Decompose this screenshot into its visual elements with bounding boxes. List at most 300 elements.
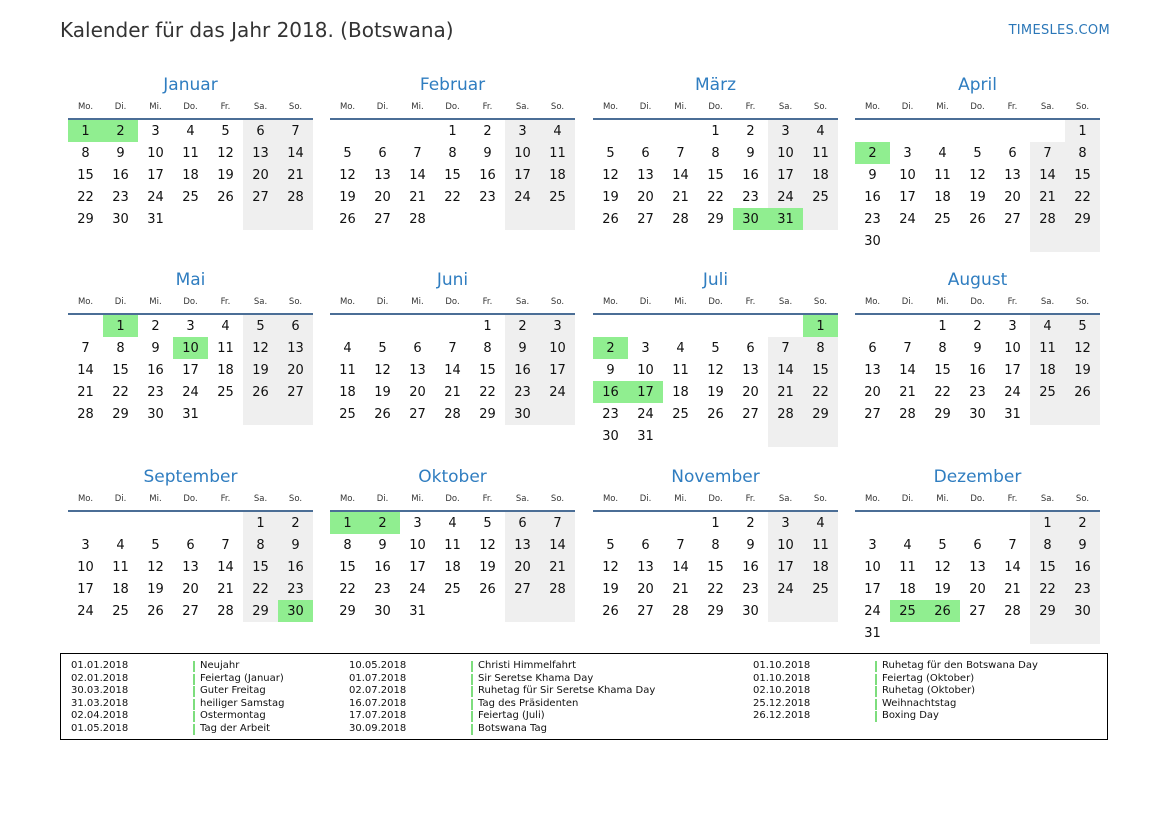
day-cell: 7 — [676, 537, 685, 553]
weekday-header — [593, 291, 838, 315]
holiday-date: 01.05.2018 — [71, 722, 129, 734]
holiday-name: Feiertag (Januar) — [200, 672, 284, 684]
weekday-label: Mi. — [936, 494, 949, 504]
day-cell: 26 — [925, 600, 960, 622]
day-cell: 25 — [934, 211, 951, 227]
day-cell: 15 — [707, 167, 724, 183]
day-cell: 20 — [182, 581, 199, 597]
day-cell: 17 — [899, 189, 916, 205]
weekday-label: Do. — [970, 297, 985, 307]
holiday-item — [71, 673, 284, 686]
day-cell: 21 — [672, 581, 689, 597]
weekday-label: Mi. — [936, 297, 949, 307]
weekday-label: Sa. — [1040, 102, 1055, 112]
day-cell: 21 — [1030, 186, 1065, 208]
day-cell: 22 — [444, 189, 461, 205]
day-cell: 8 — [116, 340, 125, 356]
day-cell: 16 — [742, 167, 759, 183]
day-cell: 27 — [1004, 211, 1021, 227]
day-cell: 29 — [707, 211, 724, 227]
weekday-label: So. — [1075, 494, 1090, 504]
weekday-label: Di. — [376, 297, 389, 307]
day-cell: 1 — [243, 512, 278, 534]
weekday-label: Fr. — [482, 297, 493, 307]
month-name: Juni — [436, 270, 469, 290]
day-cell: 29 — [803, 403, 838, 425]
day-cell: 13 — [505, 534, 540, 556]
day-cell: 23 — [112, 189, 129, 205]
empty-cell — [960, 512, 995, 534]
day-cell: 6 — [746, 340, 755, 356]
weekday-label: Mi. — [149, 102, 162, 112]
day-cell: 12 — [374, 362, 391, 378]
weekday-label: Mo. — [339, 297, 356, 307]
weekday-label: Mi. — [674, 297, 687, 307]
holiday-marker — [193, 724, 195, 735]
day-cell: 20 — [278, 359, 313, 381]
day-cell: 13 — [742, 362, 759, 378]
empty-cell — [628, 512, 663, 534]
day-cell: 10 — [77, 559, 94, 575]
day-cell: 12 — [602, 167, 619, 183]
day-grid — [855, 120, 1100, 252]
day-cell: 18 — [1030, 359, 1065, 381]
holiday-date: 01.07.2018 — [349, 672, 407, 684]
holiday-name: Weihnachtstag — [882, 697, 957, 709]
holiday-item — [349, 723, 655, 736]
holiday-item — [753, 673, 1038, 686]
weekday-header — [68, 291, 313, 315]
day-cell: 6 — [186, 537, 195, 553]
day-cell: 15 — [1030, 556, 1065, 578]
holiday-marker — [471, 661, 473, 672]
holiday-date: 01.10.2018 — [753, 660, 811, 671]
holiday-marker — [471, 699, 473, 710]
month-name: Mai — [175, 270, 206, 290]
day-cell: 24 — [540, 381, 575, 403]
day-cell: 13 — [1004, 167, 1021, 183]
empty-cell — [365, 120, 400, 142]
day-cell: 31 — [768, 208, 803, 230]
day-cell: 10 — [505, 142, 540, 164]
weekday-label: Mo. — [864, 297, 881, 307]
day-cell: 16 — [112, 167, 129, 183]
day-cell: 14 — [1030, 164, 1065, 186]
day-cell: 20 — [1004, 189, 1021, 205]
day-cell: 24 — [505, 186, 540, 208]
day-grid — [68, 315, 313, 425]
day-cell: 23 — [1065, 578, 1100, 600]
weekday-label: Mi. — [149, 297, 162, 307]
holiday-date: 02.04.2018 — [71, 710, 129, 722]
day-cell: 19 — [217, 167, 234, 183]
holiday-marker — [471, 674, 473, 685]
day-cell: 2 — [746, 123, 755, 139]
day-cell: 30 — [733, 208, 768, 230]
holiday-name: Guter Freitag — [200, 685, 266, 697]
empty-cell — [698, 425, 733, 447]
day-cell: 24 — [409, 581, 426, 597]
day-cell: 30 — [742, 603, 759, 619]
day-cell: 24 — [77, 603, 94, 619]
empty-cell — [855, 120, 890, 142]
day-cell: 12 — [479, 537, 496, 553]
holiday-item — [71, 698, 284, 711]
month-name: November — [671, 467, 760, 487]
month-name: Oktober — [418, 467, 487, 487]
weekday-label: So. — [813, 297, 828, 307]
weekday-label: Sa. — [1040, 297, 1055, 307]
empty-cell — [435, 315, 470, 337]
empty-cell — [628, 120, 663, 142]
empty-cell — [1030, 230, 1065, 252]
holiday-marker — [193, 674, 195, 685]
day-cell: 7 — [768, 337, 803, 359]
day-cell: 31 — [182, 406, 199, 422]
day-cell: 21 — [672, 189, 689, 205]
day-cell: 21 — [217, 581, 234, 597]
day-cell: 5 — [343, 145, 352, 161]
weekday-label: Sa. — [1040, 494, 1055, 504]
day-cell: 22 — [1065, 186, 1100, 208]
weekday-label: Di. — [639, 494, 652, 504]
month-juni — [330, 269, 575, 425]
day-cell: 21 — [444, 384, 461, 400]
day-cell: 23 — [505, 381, 540, 403]
day-cell: 29 — [339, 603, 356, 619]
day-cell: 29 — [479, 406, 496, 422]
weekday-header — [593, 96, 838, 120]
weekday-label: Di. — [376, 494, 389, 504]
day-grid — [855, 315, 1100, 425]
day-cell: 30 — [969, 406, 986, 422]
day-cell: 3 — [81, 537, 90, 553]
day-grid — [593, 512, 838, 622]
day-cell: 4 — [448, 515, 457, 531]
day-cell: 19 — [969, 189, 986, 205]
day-cell: 15 — [77, 167, 94, 183]
day-cell: 28 — [77, 406, 94, 422]
holiday-name: heiliger Samstag — [200, 697, 285, 709]
weekday-label: Mo. — [864, 102, 881, 112]
day-cell: 21 — [77, 384, 94, 400]
weekday-label: Mo. — [864, 494, 881, 504]
day-cell: 28 — [1030, 208, 1065, 230]
weekday-label: So. — [288, 297, 303, 307]
holiday-date: 30.03.2018 — [71, 685, 129, 697]
day-cell: 19 — [147, 581, 164, 597]
holiday-name: Ostermontag — [200, 710, 266, 722]
day-grid — [330, 120, 575, 230]
brand-link[interactable]: TIMESLES.COM — [1008, 23, 1110, 38]
day-cell: 30 — [602, 428, 619, 444]
day-cell: 25 — [803, 578, 838, 600]
weekday-label: Mo. — [602, 494, 619, 504]
holiday-marker — [193, 699, 195, 710]
day-cell: 13 — [182, 559, 199, 575]
day-cell: 27 — [864, 406, 881, 422]
day-cell: 2 — [505, 315, 540, 337]
holiday-name: Tag der Arbeit — [200, 722, 271, 734]
holiday-marker — [193, 711, 195, 722]
day-cell: 17 — [77, 581, 94, 597]
day-cell: 14 — [672, 559, 689, 575]
day-cell: 21 — [409, 189, 426, 205]
day-cell: 14 — [77, 362, 94, 378]
holiday-date: 17.07.2018 — [349, 710, 407, 722]
day-cell: 11 — [934, 167, 951, 183]
weekday-label: Sa. — [515, 494, 530, 504]
weekday-label: Mo. — [602, 297, 619, 307]
day-cell: 18 — [803, 164, 838, 186]
day-cell: 5 — [243, 315, 278, 337]
day-cell: 3 — [413, 515, 422, 531]
empty-cell — [593, 120, 628, 142]
day-cell: 27 — [637, 603, 654, 619]
day-cell: 7 — [278, 120, 313, 142]
weekday-label: Fr. — [482, 494, 493, 504]
day-cell: 6 — [1008, 145, 1017, 161]
day-cell: 28 — [444, 406, 461, 422]
day-cell: 7 — [448, 340, 457, 356]
day-cell: 17 — [505, 164, 540, 186]
day-cell: 30 — [1065, 600, 1100, 622]
holiday-name: Feiertag (Oktober) — [882, 672, 975, 684]
day-cell: 10 — [147, 145, 164, 161]
day-cell: 17 — [628, 381, 663, 403]
weekday-label: Di. — [114, 297, 127, 307]
month-name: August — [947, 270, 1008, 290]
weekday-label: Sa. — [253, 102, 268, 112]
day-cell: 8 — [938, 340, 947, 356]
weekday-label: Sa. — [253, 297, 268, 307]
day-cell: 8 — [711, 537, 720, 553]
day-cell: 20 — [243, 164, 278, 186]
weekday-label: Mi. — [674, 494, 687, 504]
day-cell: 22 — [77, 189, 94, 205]
empty-cell — [278, 403, 313, 425]
day-cell: 6 — [973, 537, 982, 553]
day-cell: 18 — [217, 362, 234, 378]
day-cell: 23 — [374, 581, 391, 597]
day-cell: 26 — [602, 211, 619, 227]
day-cell: 11 — [444, 537, 461, 553]
day-cell: 14 — [540, 534, 575, 556]
day-cell: 6 — [641, 537, 650, 553]
holiday-marker — [471, 724, 473, 735]
day-cell: 12 — [602, 559, 619, 575]
day-cell: 4 — [343, 340, 352, 356]
holiday-date: 01.01.2018 — [71, 660, 129, 671]
holiday-item — [349, 710, 655, 723]
day-cell: 10 — [768, 142, 803, 164]
empty-cell — [663, 512, 698, 534]
day-cell: 18 — [182, 167, 199, 183]
day-cell: 15 — [934, 362, 951, 378]
day-cell: 28 — [1004, 603, 1021, 619]
weekday-label: Sa. — [515, 297, 530, 307]
weekday-label: So. — [288, 494, 303, 504]
weekday-label: Do. — [445, 102, 460, 112]
empty-cell — [103, 512, 138, 534]
day-cell: 24 — [637, 406, 654, 422]
day-cell: 16 — [278, 556, 313, 578]
weekday-label: Mi. — [411, 494, 424, 504]
day-cell: 14 — [217, 559, 234, 575]
weekday-label: Fr. — [1007, 102, 1018, 112]
weekday-header — [330, 96, 575, 120]
day-cell: 6 — [413, 340, 422, 356]
weekday-label: Di. — [376, 102, 389, 112]
day-cell: 3 — [151, 123, 160, 139]
day-cell: 7 — [540, 512, 575, 534]
day-cell: 5 — [378, 340, 387, 356]
day-cell: 29 — [77, 211, 94, 227]
day-cell: 22 — [803, 381, 838, 403]
day-cell: 26 — [969, 211, 986, 227]
day-cell: 12 — [217, 145, 234, 161]
day-cell: 17 — [768, 164, 803, 186]
day-cell: 31 — [409, 603, 426, 619]
weekday-label: Mi. — [411, 297, 424, 307]
empty-cell — [173, 512, 208, 534]
day-cell: 28 — [768, 403, 803, 425]
day-cell: 1 — [803, 315, 838, 337]
empty-cell — [1030, 120, 1065, 142]
empty-cell — [505, 208, 540, 230]
day-cell: 6 — [505, 512, 540, 534]
day-cell: 22 — [339, 581, 356, 597]
day-cell: 28 — [409, 211, 426, 227]
day-cell: 23 — [147, 384, 164, 400]
empty-cell — [768, 600, 803, 622]
holiday-marker — [875, 711, 877, 722]
day-cell: 29 — [934, 406, 951, 422]
empty-cell — [663, 425, 698, 447]
empty-cell — [663, 120, 698, 142]
day-cell: 3 — [641, 340, 650, 356]
weekday-label: Fr. — [745, 102, 756, 112]
day-cell: 14 — [278, 142, 313, 164]
day-cell: 23 — [969, 384, 986, 400]
day-cell: 11 — [217, 340, 234, 356]
weekday-label: Do. — [708, 297, 723, 307]
holiday-name: Ruhetag (Oktober) — [882, 685, 976, 697]
day-grid — [593, 315, 838, 447]
day-cell: 7 — [903, 340, 912, 356]
day-cell: 11 — [803, 142, 838, 164]
day-cell: 5 — [973, 145, 982, 161]
holiday-item — [753, 710, 1038, 723]
empty-cell — [593, 315, 628, 337]
weekday-label: Fr. — [1007, 297, 1018, 307]
weekday-label: Do. — [708, 102, 723, 112]
day-cell: 20 — [637, 189, 654, 205]
day-cell: 15 — [707, 559, 724, 575]
weekday-label: Do. — [183, 297, 198, 307]
day-cell: 2 — [365, 512, 400, 534]
day-cell: 23 — [864, 211, 881, 227]
day-cell: 24 — [768, 578, 803, 600]
day-cell: 3 — [186, 318, 195, 334]
day-cell: 14 — [899, 362, 916, 378]
day-cell: 27 — [969, 603, 986, 619]
day-cell: 19 — [602, 189, 619, 205]
weekday-label: So. — [1075, 102, 1090, 112]
empty-cell — [470, 600, 505, 622]
day-cell: 27 — [374, 211, 391, 227]
day-cell: 29 — [243, 600, 278, 622]
empty-cell — [803, 208, 838, 230]
day-cell: 16 — [374, 559, 391, 575]
day-cell: 13 — [637, 167, 654, 183]
holiday-marker — [471, 711, 473, 722]
day-cell: 20 — [969, 581, 986, 597]
day-grid — [593, 120, 838, 230]
weekday-label: Do. — [183, 494, 198, 504]
day-cell: 30 — [374, 603, 391, 619]
weekday-label: So. — [813, 494, 828, 504]
month-mai — [68, 269, 313, 425]
day-cell: 10 — [864, 559, 881, 575]
empty-cell — [470, 208, 505, 230]
day-cell: 18 — [803, 556, 838, 578]
day-cell: 15 — [112, 362, 129, 378]
month-name: Dezember — [933, 467, 1022, 487]
empty-cell — [208, 403, 243, 425]
holiday-name: Tag des Präsidenten — [478, 697, 579, 709]
day-cell: 8 — [1065, 142, 1100, 164]
holiday-item — [753, 698, 1038, 711]
day-cell: 9 — [378, 537, 387, 553]
day-cell: 25 — [672, 406, 689, 422]
day-cell: 9 — [483, 145, 492, 161]
day-cell: 11 — [339, 362, 356, 378]
day-cell: 28 — [672, 603, 689, 619]
day-cell: 27 — [409, 406, 426, 422]
empty-cell — [400, 120, 435, 142]
day-cell: 8 — [243, 534, 278, 556]
day-cell: 11 — [112, 559, 129, 575]
weekday-label: Mi. — [411, 102, 424, 112]
day-cell: 22 — [112, 384, 129, 400]
day-cell: 4 — [116, 537, 125, 553]
day-cell: 2 — [746, 515, 755, 531]
day-cell: 20 — [637, 581, 654, 597]
empty-cell — [68, 315, 103, 337]
day-cell: 24 — [768, 186, 803, 208]
weekday-header — [855, 488, 1100, 512]
day-cell: 25 — [1030, 381, 1065, 403]
day-cell: 18 — [444, 559, 461, 575]
day-cell: 10 — [409, 537, 426, 553]
empty-cell — [925, 120, 960, 142]
day-cell: 14 — [768, 359, 803, 381]
weekday-label: Fr. — [745, 494, 756, 504]
empty-cell — [960, 230, 995, 252]
day-cell: 31 — [147, 211, 164, 227]
day-cell: 3 — [868, 537, 877, 553]
day-cell: 26 — [243, 381, 278, 403]
day-cell: 28 — [672, 211, 689, 227]
holiday-date: 30.09.2018 — [349, 722, 407, 734]
day-cell: 10 — [1004, 340, 1021, 356]
empty-cell — [890, 120, 925, 142]
day-cell: 13 — [969, 559, 986, 575]
empty-cell — [1065, 622, 1100, 644]
day-cell: 12 — [243, 337, 278, 359]
holiday-item — [349, 685, 655, 698]
